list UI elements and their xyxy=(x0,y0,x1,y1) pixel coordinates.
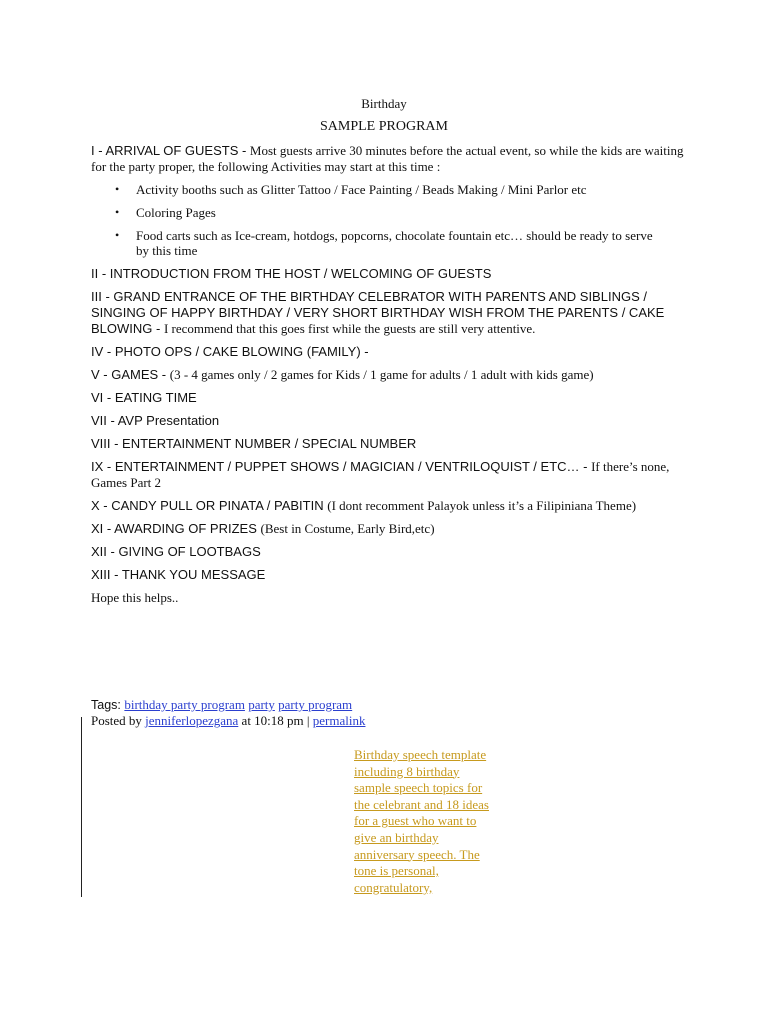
bullet-icon: • xyxy=(115,182,120,196)
program-item-11 xyxy=(91,521,691,537)
program-item-13: XIII - THANK YOU MESSAGE xyxy=(91,567,266,582)
program-item-11-heading: XI - AWARDING OF PRIZES xyxy=(91,521,261,536)
program-item-10 xyxy=(91,498,691,514)
bullet-icon: • xyxy=(115,205,120,219)
program-content xyxy=(91,143,691,613)
author-link[interactable]: jenniferlopezgana xyxy=(145,713,239,728)
posted-time: at 10:18 pm | xyxy=(238,713,313,728)
list-item xyxy=(91,182,656,197)
posted-by-prefix: Posted by xyxy=(91,713,146,728)
program-item-9 xyxy=(91,459,691,491)
activity-list xyxy=(91,182,691,258)
promo-link-line[interactable]: congratulatory, xyxy=(354,879,433,895)
post-footer xyxy=(91,697,365,729)
promo-link-line[interactable]: including 8 birthday xyxy=(354,763,460,779)
tags-line xyxy=(91,697,365,713)
posted-by-line xyxy=(91,713,365,729)
program-item-1-heading: I - ARRIVAL OF GUESTS - xyxy=(91,143,250,158)
program-item-11-text: (Best in Costume, Early Bird,etc) xyxy=(260,521,435,536)
promo-link-line[interactable]: anniversary speech. The xyxy=(354,846,480,862)
program-item-9-text: If there’s none, Games Part 2 xyxy=(91,459,670,490)
program-item-5 xyxy=(91,367,691,383)
program-item-3-text: I recommend that this goes first while the guests are still very attentive. xyxy=(163,321,536,336)
tag-link-party-program[interactable]: party program xyxy=(278,697,353,712)
tag-link-party[interactable]: party xyxy=(248,697,275,712)
program-item-5-text: (3 - 4 games only / 2 games for Kids / 1 game for adults / 1 adult with kids game) xyxy=(169,367,594,382)
list-item xyxy=(91,205,656,220)
list-item xyxy=(91,228,656,258)
tags-label: Tags: xyxy=(91,698,125,712)
program-item-6: VI - EATING TIME xyxy=(91,390,197,405)
list-item-text: Food carts such as Ice-cream, hotdogs, popcorns, chocolate fountain etc… should be ready to serve by this time xyxy=(136,228,653,258)
program-item-9-heading: IX - ENTERTAINMENT / PUPPET SHOWS / MAGICIAN / VENTRILOQUIST / ETC… - xyxy=(91,459,592,474)
permalink-link[interactable]: permalink xyxy=(312,713,366,728)
promo-link-line[interactable]: Birthday speech template xyxy=(354,747,487,762)
promo-link-block xyxy=(354,747,524,896)
program-item-7: VII - AVP Presentation xyxy=(91,413,220,428)
program-item-5-heading: V - GAMES - xyxy=(91,367,170,382)
bullet-icon: • xyxy=(115,228,120,242)
program-item-10-text: (I dont recomment Palayok unless it’s a Filipiniana Theme) xyxy=(327,498,637,513)
promo-link-line[interactable]: sample speech topics for xyxy=(354,780,483,796)
promo-link-line[interactable]: tone is personal, xyxy=(354,863,439,879)
promo-link-line[interactable]: give an birthday xyxy=(354,829,439,845)
vertical-divider xyxy=(81,717,82,897)
promo-link-line[interactable]: for a guest who want to xyxy=(354,813,477,829)
closing-text: Hope this helps.. xyxy=(91,590,179,605)
document-title: Birthday xyxy=(361,96,407,111)
program-item-1 xyxy=(91,143,691,175)
program-item-2: II - INTRODUCTION FROM THE HOST / WELCOMING OF GUESTS xyxy=(91,266,492,281)
program-item-3-heading: III - GRAND ENTRANCE OF THE BIRTHDAY CELEBRATOR WITH PARENTS AND SIBLINGS / SINGING OF HAPPY BIRTHDAY / VERY SHORT BIRTHDAY WISH FROM THE PARENTS / CAKE BLOWING - xyxy=(91,289,665,336)
program-item-10-heading: X - CANDY PULL OR PINATA / PABITIN xyxy=(91,498,328,513)
program-item-1-text: Most guests arrive 30 minutes before the actual event, so while the kids are waiting for the party proper, the following Activities may start at this time : xyxy=(91,143,684,174)
document-subtitle: SAMPLE PROGRAM xyxy=(320,119,448,134)
program-item-8: VIII - ENTERTAINMENT NUMBER / SPECIAL NUMBER xyxy=(91,436,417,451)
program-item-4: IV - PHOTO OPS / CAKE BLOWING (FAMILY) - xyxy=(91,344,369,359)
promo-link-line[interactable]: the celebrant and 18 ideas xyxy=(354,796,489,812)
tag-link-birthday-party-program[interactable]: birthday party program xyxy=(124,697,245,712)
list-item-text: Activity booths such as Glitter Tattoo / Face Painting / Beads Making / Mini Parlor etc xyxy=(136,182,587,197)
list-item-text: Coloring Pages xyxy=(136,205,216,220)
program-item-3 xyxy=(91,289,691,337)
program-item-12: XII - GIVING OF LOOTBAGS xyxy=(91,544,261,559)
